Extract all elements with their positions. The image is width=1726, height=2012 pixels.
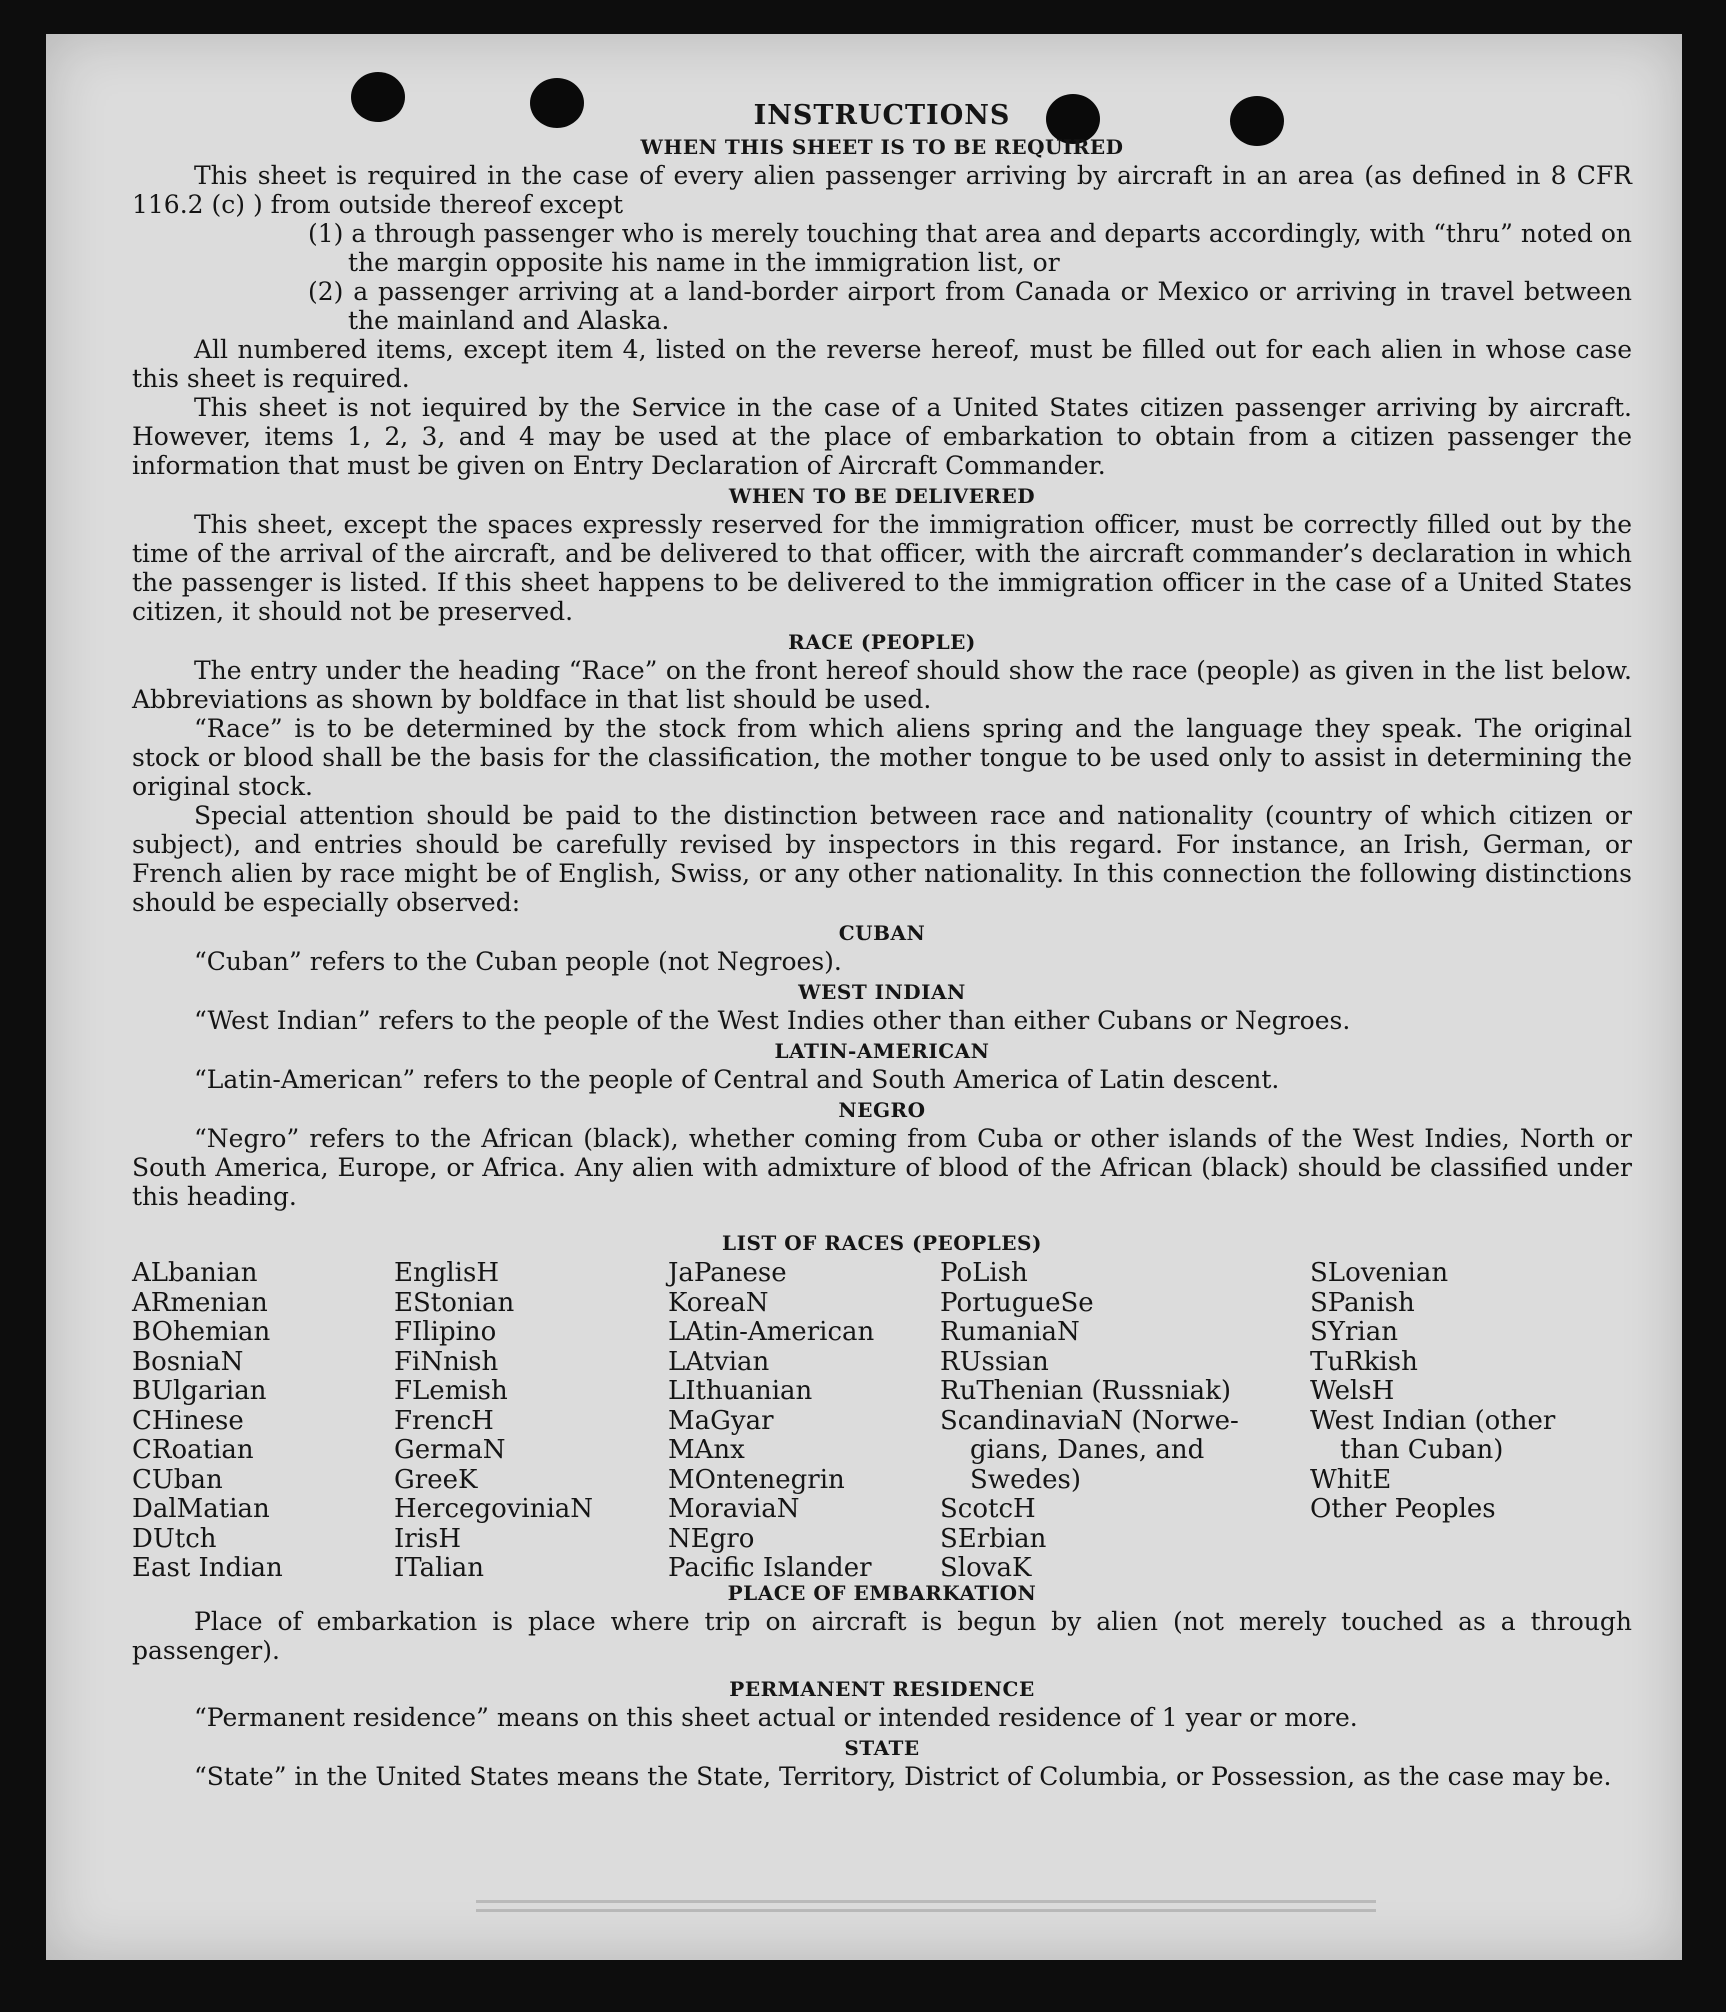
- race-item: FiNnish: [394, 1346, 499, 1377]
- race-item: FLemish: [394, 1376, 508, 1406]
- race-item: TuRkish: [1310, 1346, 1418, 1377]
- document-sheet: [46, 34, 1682, 1960]
- race-item: IrisH: [394, 1523, 462, 1554]
- paragraph: This sheet is not iequired by the Service in the case of a United States citizen passenger arriving by aircraft. However, items 1, 2, 3, and 4 may be used at the place of embarkation to obtain from a citizen passenger the information that must be given on Entry Declaration of Aircraft Commander.: [132, 393, 1632, 480]
- race-item: BosniaN: [132, 1346, 244, 1377]
- instructions-content: [132, 100, 1632, 1791]
- race-item: MOntenegrin: [668, 1464, 845, 1495]
- races-column-1: [132, 1259, 283, 1584]
- race-item: ITalian: [394, 1553, 484, 1583]
- heading-latin-american: LATIN-AMERICAN: [774, 1039, 990, 1063]
- race-item: West Indian (other: [1310, 1405, 1556, 1436]
- race-item: WhitE: [1310, 1464, 1392, 1495]
- race-item: CHinese: [132, 1405, 244, 1436]
- race-item: RuThenian (Russniak): [940, 1376, 1231, 1406]
- race-item: LIthuanian: [668, 1376, 813, 1406]
- definition-embarkation: Place of embarkation is place where trip on aircraft is begun by alien (not merely touched as a through passenger).: [132, 1607, 1632, 1665]
- race-item: RUssian: [940, 1346, 1049, 1377]
- races-list: [132, 1258, 1632, 1583]
- races-column-5: [1310, 1259, 1555, 1525]
- heading-negro: NEGRO: [838, 1098, 926, 1122]
- definition-cuban: “Cuban” refers to the Cuban people (not Negroes).: [194, 947, 842, 976]
- heading-race: RACE (PEOPLE): [788, 630, 976, 654]
- race-item: KoreaN: [668, 1287, 769, 1318]
- heading-delivered: WHEN TO BE DELIVERED: [728, 484, 1036, 508]
- race-item: WelsH: [1310, 1376, 1395, 1406]
- race-item: NEgro: [668, 1523, 755, 1554]
- definition-permanent-residence: “Permanent residence” means on this sheet actual or intended residence of 1 year or more.: [194, 1703, 1358, 1732]
- definition-latin-american: “Latin-American” refers to the people of Central and South America of Latin descent.: [194, 1065, 1280, 1094]
- race-item: DUtch: [132, 1523, 217, 1554]
- race-item: LAtvian: [668, 1346, 770, 1377]
- race-item: than Cuban): [1340, 1435, 1504, 1465]
- race-item: ScotcH: [940, 1494, 1036, 1524]
- paragraph: This sheet, except the spaces expressly reserved for the immigration officer, must be correctly filled out by the time of the arrival of the aircraft, and be delivered to that officer, with the aircraft commander’s declaration in which the passenger is listed. If this sheet happens to be delivered to the immigration officer in the case of a United States citizen, it should not be preserved.: [132, 510, 1632, 626]
- race-item: GreeK: [394, 1464, 478, 1495]
- races-column-2: [394, 1259, 593, 1584]
- race-item: HercegoviniaN: [394, 1494, 594, 1524]
- race-item: EStonian: [394, 1287, 515, 1318]
- race-item: ALbanian: [132, 1258, 258, 1288]
- race-item: Other Peoples: [1310, 1494, 1496, 1524]
- definition-negro: “Negro” refers to the African (black), whether coming from Cuba or other islands of the West Indies, North or South America, Europe, or Africa. Any alien with admixture of blood of the African (black) should be classified under this heading.: [132, 1124, 1632, 1211]
- race-item: MAnx: [668, 1435, 745, 1465]
- race-item: gians, Danes, and: [970, 1435, 1205, 1465]
- heading-required: WHEN THIS SHEET IS TO BE REQUIRED: [640, 135, 1124, 159]
- heading-list-of-races: LIST OF RACES (PEOPLES): [722, 1231, 1042, 1255]
- races-column-3: [668, 1259, 874, 1584]
- exception-item-2: (2) a passenger arriving at a land-border airport from Canada or Mexico or arriving in travel between the mainland and Alaska.: [308, 277, 1632, 335]
- race-item: PoLish: [940, 1258, 1028, 1288]
- race-item: MaGyar: [668, 1405, 774, 1436]
- race-item: FIlipino: [394, 1317, 497, 1347]
- heading-west-indian: WEST INDIAN: [798, 980, 966, 1004]
- paragraph: “Race” is to be determined by the stock from which aliens spring and the language they speak. The original stock or blood shall be the basis for the classification, the mother tongue to be used only to assist in determining the original stock.: [132, 714, 1632, 801]
- race-item: BOhemian: [132, 1317, 271, 1347]
- heading-embarkation: PLACE OF EMBARKATION: [727, 1581, 1037, 1605]
- races-column-4: [940, 1259, 1239, 1584]
- race-item: MoraviaN: [668, 1494, 800, 1524]
- race-item: DalMatian: [132, 1494, 270, 1524]
- race-item: CRoatian: [132, 1435, 254, 1465]
- race-item: SPanish: [1310, 1287, 1415, 1318]
- page-title: INSTRUCTIONS: [753, 100, 1011, 131]
- race-item: Swedes): [970, 1464, 1081, 1495]
- paragraph: The entry under the heading “Race” on the front hereof should show the race (people) as given in the list below. Abbreviations as shown by boldface in that list should be used.: [132, 656, 1632, 714]
- race-item: GermaN: [394, 1435, 506, 1465]
- race-item: LAtin-American: [668, 1317, 875, 1347]
- paragraph: This sheet is required in the case of every alien passenger arriving by aircraft in an area (as defined in 8 CFR 116.2 (c) ) from outside thereof except: [132, 161, 1632, 219]
- race-item: East Indian: [132, 1553, 283, 1583]
- heading-state: STATE: [844, 1736, 920, 1760]
- race-item: Pacific Islander: [668, 1553, 872, 1583]
- race-item: ARmenian: [132, 1287, 268, 1318]
- race-item: ScandinaviaN (Norwe-: [940, 1405, 1239, 1436]
- race-item: BUlgarian: [132, 1376, 267, 1406]
- definition-west-indian: “West Indian” refers to the people of the West Indies other than either Cubans or Negroes.: [194, 1006, 1351, 1035]
- race-item: FrencH: [394, 1405, 494, 1436]
- heading-cuban: CUBAN: [838, 921, 926, 945]
- race-item: SlovaK: [940, 1553, 1032, 1583]
- heading-permanent-residence: PERMANENT RESIDENCE: [729, 1677, 1035, 1701]
- paragraph: All numbered items, except item 4, listed on the reverse hereof, must be filled out for each alien in whose case this sheet is required.: [132, 335, 1632, 393]
- race-item: PortugueSe: [940, 1287, 1094, 1318]
- exception-item-1: (1) a through passenger who is merely touching that area and departs accordingly, with “thru” noted on the margin opposite his name in the immigration list, or: [308, 219, 1632, 277]
- race-item: CUban: [132, 1464, 223, 1495]
- race-item: RumaniaN: [940, 1317, 1080, 1347]
- race-item: SLovenian: [1310, 1258, 1449, 1288]
- definition-state: “State” in the United States means the State, Territory, District of Columbia, or Possession, as the case may be.: [194, 1762, 1612, 1791]
- race-item: EnglisH: [394, 1258, 500, 1288]
- faint-footer-print: [476, 1894, 1376, 1928]
- race-item: JaPanese: [668, 1258, 787, 1288]
- race-item: SErbian: [940, 1523, 1047, 1554]
- paragraph: Special attention should be paid to the distinction between race and nationality (country of which citizen or subject), and entries should be carefully revised by inspectors in this regard. For instance, an Irish, German, or French alien by race might be of English, Swiss, or any other nationality. In this connection the following distinctions should be especially observed:: [132, 801, 1632, 917]
- race-item: SYrian: [1310, 1317, 1398, 1347]
